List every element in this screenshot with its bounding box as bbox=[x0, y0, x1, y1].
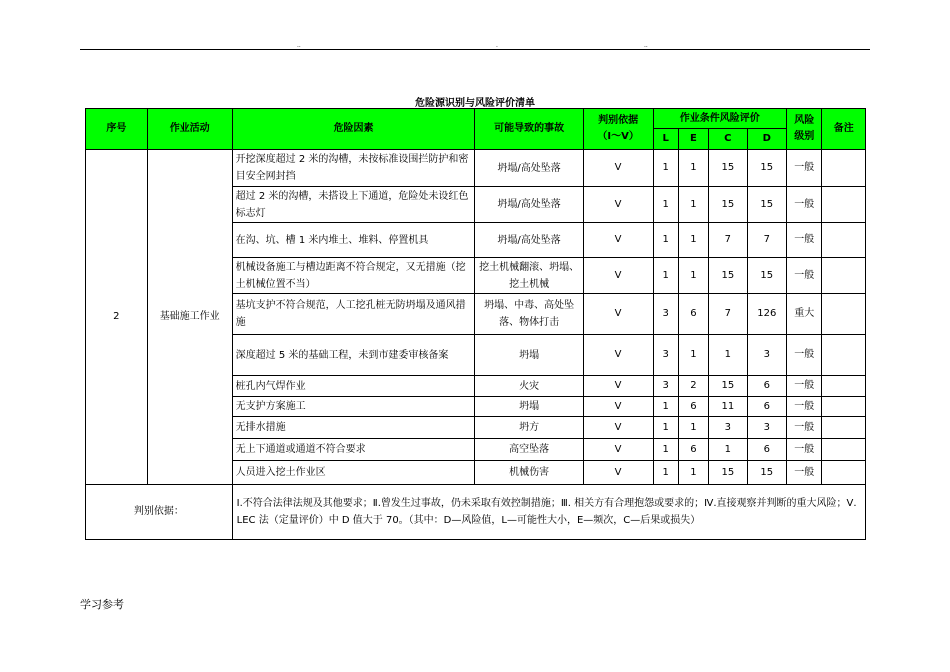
accident-cell: 坍塌 bbox=[475, 397, 583, 417]
hazard-cell: 在沟、坑、槽 1 米内堆土、堆料、停置机具 bbox=[232, 223, 475, 258]
d-cell: 6 bbox=[747, 439, 786, 461]
e-cell: 1 bbox=[678, 187, 708, 223]
accident-cell: 火灾 bbox=[475, 376, 583, 397]
l-cell: 3 bbox=[653, 335, 678, 376]
basis-cell: Ⅴ bbox=[583, 417, 653, 439]
accident-cell: 坍塌/高处坠落 bbox=[475, 187, 583, 223]
d-cell: 15 bbox=[747, 461, 786, 485]
col-basis-line2: （Ⅰ～Ⅴ） bbox=[597, 131, 639, 142]
hazard-cell: 深度超过 5 米的基础工程，未到市建委审核备案 bbox=[232, 335, 475, 376]
remark-cell bbox=[822, 397, 866, 417]
l-cell: 3 bbox=[653, 376, 678, 397]
l-cell: 3 bbox=[653, 294, 678, 335]
hazard-cell: 开挖深度超过 2 米的沟槽，未按标准设围拦防护和密目安全网封挡 bbox=[232, 150, 475, 187]
table-row bbox=[86, 150, 866, 187]
remark-cell bbox=[822, 150, 866, 187]
d-cell: 6 bbox=[747, 397, 786, 417]
c-cell: 7 bbox=[709, 294, 747, 335]
level-cell: 一般 bbox=[787, 150, 822, 187]
basis-cell: Ⅴ bbox=[583, 150, 653, 187]
accident-cell: 机械伤害 bbox=[475, 461, 583, 485]
d-cell: 3 bbox=[747, 417, 786, 439]
basis-footer-text: Ⅰ.不符合法律法规及其他要求；Ⅱ.曾发生过事故，仍未采取有效控制措施；Ⅲ. 相关方有合理抱怨或要求的；Ⅳ.直接观察并判断的重大风险；Ⅴ. LEC 法（定量评价）中 D 值大于 70。（其中：D—风险值，L—可能性大小，E—频次，C—后果或损失） bbox=[232, 485, 865, 540]
remark-cell bbox=[822, 294, 866, 335]
basis-cell: Ⅴ bbox=[583, 258, 653, 294]
accident-cell: 坍塌 bbox=[475, 335, 583, 376]
header-mark: . bbox=[496, 42, 498, 49]
col-basis-line1: 判别依据 bbox=[598, 115, 639, 126]
risk-table bbox=[85, 108, 866, 540]
l-cell: 1 bbox=[653, 417, 678, 439]
c-cell: 7 bbox=[709, 223, 747, 258]
l-cell: 1 bbox=[653, 258, 678, 294]
hazard-cell: 超过 2 米的沟槽，未搭设上下通道，危险处未设红色标志灯 bbox=[232, 187, 475, 223]
level-cell: 一般 bbox=[787, 417, 822, 439]
accident-cell: 坍塌/高处坠落 bbox=[475, 223, 583, 258]
basis-cell: Ⅴ bbox=[583, 461, 653, 485]
col-activity: 作业活动 bbox=[147, 109, 232, 150]
header-rule bbox=[80, 49, 870, 50]
l-cell: 1 bbox=[653, 461, 678, 485]
col-hazard: 危险因素 bbox=[232, 109, 475, 150]
level-cell: 一般 bbox=[787, 258, 822, 294]
hazard-cell: 无上下通道或通道不符合要求 bbox=[232, 439, 475, 461]
remark-cell bbox=[822, 335, 866, 376]
page-footer: 学习参考 bbox=[80, 598, 124, 611]
level-cell: 重大 bbox=[787, 294, 822, 335]
hazard-cell: 基坑支护不符合规范，人工挖孔桩无防坍塌及通风措施 bbox=[232, 294, 475, 335]
basis-footer-row bbox=[86, 485, 866, 540]
basis-cell: Ⅴ bbox=[583, 223, 653, 258]
e-cell: 1 bbox=[678, 461, 708, 485]
c-cell: 15 bbox=[709, 187, 747, 223]
document-title: 危险源识别与风险评价清单 bbox=[415, 98, 535, 109]
c-cell: 3 bbox=[709, 417, 747, 439]
c-cell: 15 bbox=[709, 258, 747, 294]
e-cell: 2 bbox=[678, 376, 708, 397]
remark-cell bbox=[822, 461, 866, 485]
accident-cell: 高空坠落 bbox=[475, 439, 583, 461]
col-level-line2: 级别 bbox=[794, 131, 815, 142]
c-cell: 11 bbox=[709, 397, 747, 417]
col-condition-eval: 作业条件风险评价 bbox=[653, 109, 787, 129]
remark-cell bbox=[822, 376, 866, 397]
header-mark: .. bbox=[297, 42, 301, 49]
e-cell: 1 bbox=[678, 417, 708, 439]
hazard-cell: 无支护方案施工 bbox=[232, 397, 475, 417]
col-basis bbox=[583, 109, 653, 150]
level-cell: 一般 bbox=[787, 335, 822, 376]
d-cell: 15 bbox=[747, 258, 786, 294]
group-activity: 基础施工作业 bbox=[147, 150, 232, 485]
c-cell: 1 bbox=[709, 439, 747, 461]
accident-cell: 坍方 bbox=[475, 417, 583, 439]
remark-cell bbox=[822, 258, 866, 294]
remark-cell bbox=[822, 187, 866, 223]
e-cell: 1 bbox=[678, 258, 708, 294]
c-cell: 15 bbox=[709, 461, 747, 485]
header-mark: .. bbox=[644, 42, 648, 49]
e-cell: 1 bbox=[678, 150, 708, 187]
basis-cell: Ⅴ bbox=[583, 439, 653, 461]
hazard-cell: 无排水措施 bbox=[232, 417, 475, 439]
basis-cell: Ⅴ bbox=[583, 397, 653, 417]
hazard-cell: 人员进入挖土作业区 bbox=[232, 461, 475, 485]
c-cell: 1 bbox=[709, 335, 747, 376]
d-cell: 7 bbox=[747, 223, 786, 258]
e-cell: 1 bbox=[678, 223, 708, 258]
accident-cell: 坍塌/高处坠落 bbox=[475, 150, 583, 187]
remark-cell bbox=[822, 223, 866, 258]
col-accident: 可能导致的事故 bbox=[475, 109, 583, 150]
accident-cell: 坍塌、中毒、高处坠落、物体打击 bbox=[475, 294, 583, 335]
col-E: E bbox=[678, 129, 708, 150]
d-cell: 3 bbox=[747, 335, 786, 376]
e-cell: 6 bbox=[678, 397, 708, 417]
l-cell: 1 bbox=[653, 439, 678, 461]
col-level bbox=[787, 109, 822, 150]
level-cell: 一般 bbox=[787, 461, 822, 485]
level-cell: 一般 bbox=[787, 397, 822, 417]
e-cell: 6 bbox=[678, 439, 708, 461]
l-cell: 1 bbox=[653, 187, 678, 223]
basis-footer-label: 判别依据： bbox=[86, 485, 233, 540]
d-cell: 126 bbox=[747, 294, 786, 335]
level-cell: 一般 bbox=[787, 223, 822, 258]
col-L: L bbox=[653, 129, 678, 150]
hazard-cell: 机械设备施工与槽边距离不符合规定，又无措施（挖土机械位置不当） bbox=[232, 258, 475, 294]
hazard-cell: 桩孔内气焊作业 bbox=[232, 376, 475, 397]
d-cell: 15 bbox=[747, 187, 786, 223]
e-cell: 6 bbox=[678, 294, 708, 335]
d-cell: 15 bbox=[747, 150, 786, 187]
d-cell: 6 bbox=[747, 376, 786, 397]
col-level-line1: 风险 bbox=[794, 115, 815, 126]
level-cell: 一般 bbox=[787, 187, 822, 223]
c-cell: 15 bbox=[709, 376, 747, 397]
basis-cell: Ⅴ bbox=[583, 335, 653, 376]
col-remark: 备注 bbox=[822, 109, 866, 150]
basis-cell: Ⅴ bbox=[583, 376, 653, 397]
c-cell: 15 bbox=[709, 150, 747, 187]
accident-cell: 挖土机械翻滚、坍塌、挖土机械 bbox=[475, 258, 583, 294]
l-cell: 1 bbox=[653, 150, 678, 187]
level-cell: 一般 bbox=[787, 439, 822, 461]
basis-cell: Ⅴ bbox=[583, 294, 653, 335]
col-D: D bbox=[747, 129, 786, 150]
l-cell: 1 bbox=[653, 223, 678, 258]
level-cell: 一般 bbox=[787, 376, 822, 397]
col-C: C bbox=[709, 129, 747, 150]
e-cell: 1 bbox=[678, 335, 708, 376]
remark-cell bbox=[822, 417, 866, 439]
l-cell: 1 bbox=[653, 397, 678, 417]
basis-cell: Ⅴ bbox=[583, 187, 653, 223]
group-seq: 2 bbox=[86, 150, 148, 485]
remark-cell bbox=[822, 439, 866, 461]
col-seq: 序号 bbox=[86, 109, 148, 150]
